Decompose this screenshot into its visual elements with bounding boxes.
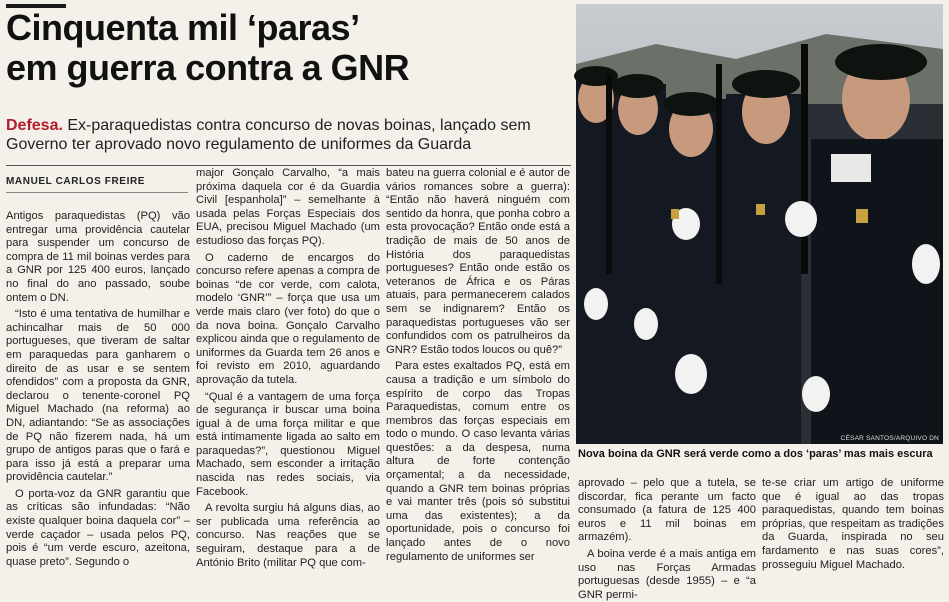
- paragraph: te-se criar um artigo de uniforme que é igual ao das tropas paraquedistas, quando tem boinas próprias, que respeitam as tradições da Guarda, inspirada no seu fardamento e nas suas cores”, prosseguiu Miguel Machado.: [762, 477, 944, 571]
- paragraph: major Gonçalo Carvalho, “a mais próxima daquela cor é da Guardia Civil [espanhola]” – semelhante à usada pelas Forças Especiais dos EUA, precisou Miguel Machado (um estudioso das forças PQ).: [196, 167, 380, 247]
- paragraph: Para estes exaltados PQ, está em causa a tradição e um símbolo do espírito de corpo das Tropas Paraquedistas, comum entre os membros das forças especiais em todo o mundo. O caso levanta várias questões: a da despesa, numa altura de forte contenção orçamental; a da necessidade, quando a GNR tem boinas próprias e vai manter três (pois só substitui uma das existentes); a da oportunidade, pois o concurso foi lançado antes de o novo regulamento de uniformes ser: [386, 360, 570, 563]
- byline-divider: [6, 192, 188, 193]
- standfirst: [6, 116, 571, 154]
- article-column-1: [6, 210, 190, 590]
- article-column-3: [386, 167, 570, 590]
- article-column-5: [762, 477, 944, 590]
- article-column-4: [578, 477, 756, 601]
- divider: [6, 165, 571, 166]
- standfirst-text: Ex-paraquedistas contra concurso de novas boinas, lançado sem Governo ter aprovado novo regulamento de uniformes da Guarda: [6, 117, 531, 153]
- paragraph: O caderno de encargos do concurso refere apenas a compra de boinas “de cor verde, com calota, modelo ‘GNR’” – força que usa um verde mais claro (ver foto) do que o da nova boina. Gonçalo Carvalho explicou ainda que o regulamento de uniformes da Guarda tem 26 anos e foi revisto em 2010, aguardando aprovação da tutela.: [196, 251, 380, 386]
- paragraph: aprovado – pelo que a tutela, se discordar, fica perante um facto consumado (a fatura de 125 400 euros e 11 mil boinas em armazém).: [578, 477, 756, 544]
- paragraph: bateu na guerra colonial e é autor de vários romances sobre a guerra): “Então não haverá ninguém com sentido da honra, que ponha cobro a esta provocação? Então onde está a tradição de mais de 50 anos de História dos paraquedistas portugueses? Então onde estão os veteranos de África e os Páras atuais, para permanecerem calados sem se indignarem? Então os paraquedistas portugueses vão ser confundidos com os patrulheiros da GNR? Estão todos loucos ou quê?”: [386, 167, 570, 356]
- photo-caption: Nova boina da GNR será verde como a dos ‘paras’ mas mais escura: [578, 448, 933, 460]
- paragraph: A revolta surgiu há alguns dias, ao ser publicada uma referência ao concurso. Nas reações que se seguiram, destaque para a de António Brito (militar PQ que com-: [196, 502, 380, 569]
- section-label: Defesa.: [6, 117, 63, 134]
- paragraph: O porta-voz da GNR garantiu que as críticas são infundadas: “Não existe qualquer boina daquela cor” – verde caçador – usada pelos PQ, pois é “um verde escuro, azeitona, quase preto”. Segundo o: [6, 487, 190, 568]
- paragraph: “Qual é a vantagem de uma força de segurança ir buscar uma boina igual à de uma força militar e que está intimamente ligada ao salto em paraquedas?”, questionou Miguel Machado, sem esconder a irritação nascida nas redes sociais, via Facebook.: [196, 390, 380, 498]
- headline-line-2: em guerra contra a GNR: [6, 47, 410, 88]
- photo-credit: CÉSAR SANTOS/ARQUIVO DN: [840, 435, 939, 442]
- paragraph: “Isto é uma tentativa de humilhar e achincalhar mais de 50 000 portugueses, que tiveram de saltar em paraquedas para ganharem o direito de as usar e se sentem ofendidos” com a proposta da GNR, declarou o tenente-coronel PQ Miguel Machado (na reforma) ao DN, adiantando: “Se as associações de PQ não fizerem nada, há um grupo de antigos paras que o fará e para isso já está a preparar uma providência cautelar.”: [6, 308, 190, 484]
- headline: [6, 8, 566, 88]
- paragraph: Antigos paraquedistas (PQ) vão entregar uma providência cautelar para suspender um concurso de compra de 11 mil boinas verdes para a GNR por 125 400 euros, lançado no final do ano passado, soube ontem o DN.: [6, 210, 190, 304]
- soldiers-photo: [576, 4, 943, 444]
- byline: MANUEL CARLOS FREIRE: [6, 176, 146, 187]
- article-column-2: [196, 167, 380, 590]
- headline-line-1: Cinquenta mil ‘paras’: [6, 7, 360, 48]
- paragraph: A boina verde é a mais antiga em uso nas Forças Armadas portuguesas (desde 1955) – e “a GNR permi-: [578, 547, 756, 601]
